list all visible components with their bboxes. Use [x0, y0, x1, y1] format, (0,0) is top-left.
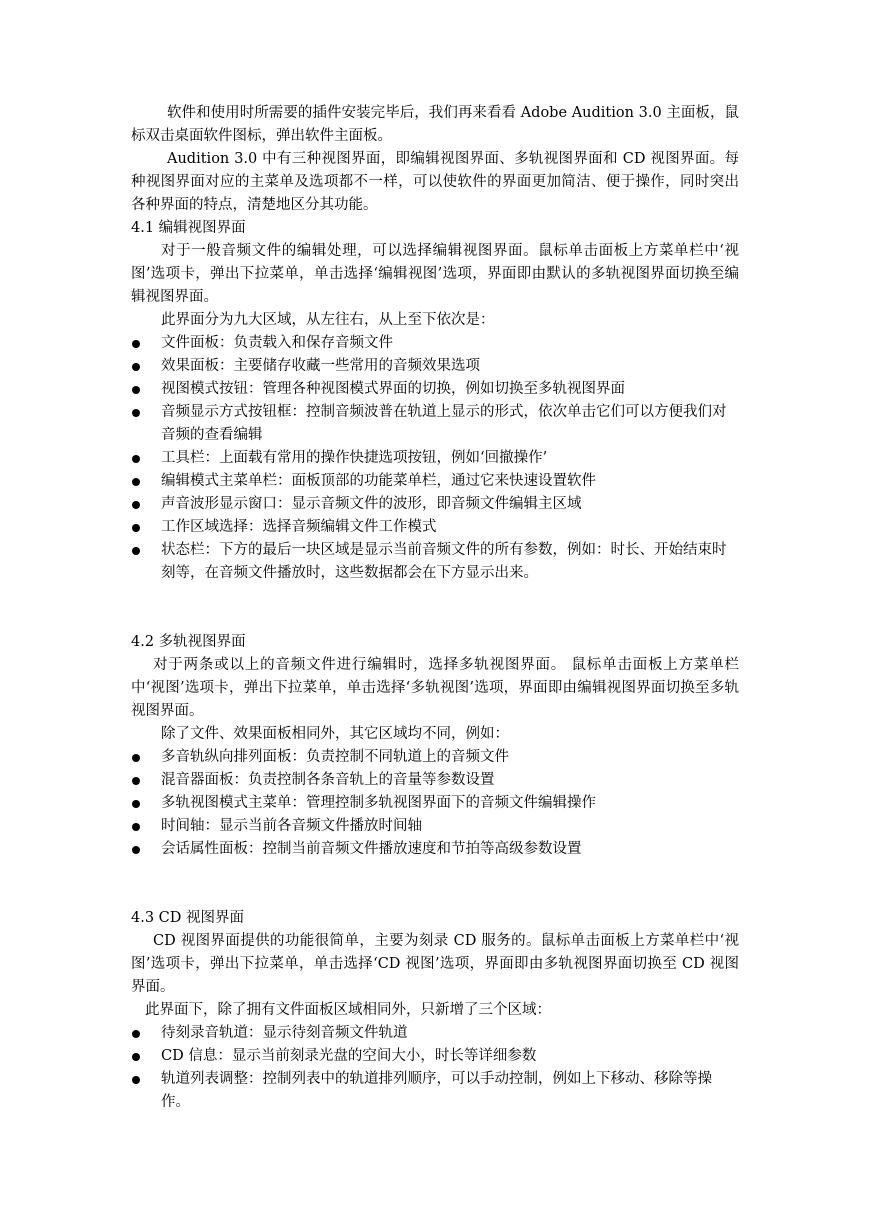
list-item-text: 多轨视图模式主菜单：管理控制多轨视图界面下的音频文件编辑操作	[161, 795, 596, 811]
section-4-3-paragraph-1: CD 视图界面提供的功能很简单，主要为刻录 CD 服务的。鼠标单击面板上方菜单栏中‘视图’选项卡，弹出下拉菜单，单击选择‘CD 视图’选项，界面即由多轨视图界面切换至 CD 视图界面。	[131, 933, 739, 995]
list-item	[131, 792, 739, 815]
section-heading-4-2: 4.2 多轨视图界面	[131, 634, 246, 650]
document-page	[131, 102, 739, 1114]
list-item-text: 轨道列表调整：控制列表中的轨道排列顺序，可以手动控制，例如上下移动、移除等操作。	[161, 1071, 712, 1110]
section-4-3-paragraph-2: 此界面下，除了拥有文件面板区域相同外，只新增了三个区域：	[145, 1002, 551, 1018]
list-item	[131, 1068, 739, 1114]
list-item-text: 文件面板：负责载入和保存音频文件	[161, 335, 393, 351]
bullet-icon	[132, 823, 140, 831]
bullet-icon	[132, 754, 140, 762]
bullet-icon	[132, 1030, 140, 1038]
section-4-1-paragraph-2: 此界面分为九大区域，从左往右，从上至下依次是：	[161, 312, 495, 328]
list-item	[131, 447, 739, 470]
section-spacer	[131, 861, 739, 907]
list-item-text: 音频显示方式按钮框：控制音频波普在轨道上显示的形式，依次单击它们可以方便我们对音频的查看编辑	[161, 404, 727, 443]
bullet-icon	[132, 386, 140, 394]
bullet-icon	[132, 478, 140, 486]
section-4-1-bullet-list	[131, 332, 739, 585]
intro-paragraph-1: 软件和使用时所需要的插件安装完毕后，我们再来看看 Adobe Audition 3.0 主面板，鼠标双击桌面软件图标，弹出软件主面板。	[131, 105, 739, 144]
section-heading-4-1: 4.1 编辑视图界面	[131, 220, 246, 236]
section-4-2-paragraph-2: 除了文件、效果面板相同外，其它区域均不同，例如：	[161, 726, 509, 742]
section-4-1-paragraph-1: 对于一般音频文件的编辑处理，可以选择编辑视图界面。鼠标单击面板上方菜单栏中‘视图’选项卡，弹出下拉菜单，单击选择‘编辑视图’选项，界面即由默认的多轨视图界面切换至编辑视图界面。	[131, 243, 739, 305]
list-item	[131, 470, 739, 493]
section-4-3-bullet-list	[131, 1022, 739, 1114]
list-item	[131, 815, 739, 838]
list-item	[131, 401, 739, 447]
list-item-text: 待刻录音轨道：显示待刻音频文件轨道	[161, 1025, 408, 1041]
section-spacer	[131, 585, 739, 631]
bullet-icon	[132, 1076, 140, 1084]
bullet-icon	[132, 846, 140, 854]
section-4-2-paragraph-1: 对于两条或以上的音频文件进行编辑时，选择多轨视图界面。 鼠标单击面板上方菜单栏中‘视图’选项卡，弹出下拉菜单，单击选择‘多轨视图’选项，界面即由编辑视图界面切换至多轨视图界面。	[131, 657, 739, 719]
bullet-icon	[132, 455, 140, 463]
list-item-text: 效果面板：主要储存收藏一些常用的音频效果选项	[161, 358, 480, 374]
list-item	[131, 332, 739, 355]
list-item-text: 工具栏：上面载有常用的操作快捷选项按钮，例如‘回撤操作’	[161, 450, 548, 466]
list-item	[131, 1045, 739, 1068]
list-item-text: 视图模式按钮：管理各种视图模式界面的切换，例如切换至多轨视图界面	[161, 381, 625, 397]
list-item	[131, 838, 739, 861]
list-item	[131, 1022, 739, 1045]
list-item-text: 工作区域选择：选择音频编辑文件工作模式	[161, 519, 437, 535]
bullet-icon	[132, 777, 140, 785]
list-item	[131, 516, 739, 539]
bullet-icon	[132, 524, 140, 532]
bullet-icon	[132, 363, 140, 371]
list-item-text: 会话属性面板：控制当前音频文件播放速度和节拍等高级参数设置	[161, 841, 582, 857]
bullet-icon	[132, 800, 140, 808]
list-item	[131, 539, 739, 585]
list-item-text: 状态栏：下方的最后一块区域是显示当前音频文件的所有参数，例如：时长、开始结束时刻等，在音频文件播放时，这些数据都会在下方显示出来。	[161, 542, 727, 581]
bullet-icon	[132, 340, 140, 348]
bullet-icon	[132, 547, 140, 555]
list-item	[131, 355, 739, 378]
section-heading-4-3: 4.3 CD 视图界面	[131, 910, 244, 926]
list-item-text: CD 信息：显示当前刻录光盘的空间大小，时长等详细参数	[161, 1048, 537, 1064]
list-item-text: 声音波形显示窗口：显示音频文件的波形，即音频文件编辑主区域	[161, 496, 582, 512]
list-item	[131, 378, 739, 401]
bullet-icon	[132, 501, 140, 509]
section-4-2-bullet-list	[131, 746, 739, 861]
list-item	[131, 769, 739, 792]
list-item-text: 多音轨纵向排列面板：负责控制不同轨道上的音频文件	[161, 749, 509, 765]
intro-paragraph-2: Audition 3.0 中有三种视图界面，即编辑视图界面、多轨视图界面和 CD 视图界面。每种视图界面对应的主菜单及选项都不一样，可以使软件的界面更加简洁、便于操作，同时突出各种界面的特点，清楚地区分其功能。	[131, 151, 739, 213]
list-item-text: 时间轴：显示当前各音频文件播放时间轴	[161, 818, 422, 834]
bullet-icon	[132, 1053, 140, 1061]
list-item-text: 混音器面板：负责控制各条音轨上的音量等参数设置	[161, 772, 495, 788]
bullet-icon	[132, 409, 140, 417]
list-item	[131, 493, 739, 516]
list-item	[131, 746, 739, 769]
list-item-text: 编辑模式主菜单栏：面板顶部的功能菜单栏，通过它来快速设置软件	[161, 473, 596, 489]
